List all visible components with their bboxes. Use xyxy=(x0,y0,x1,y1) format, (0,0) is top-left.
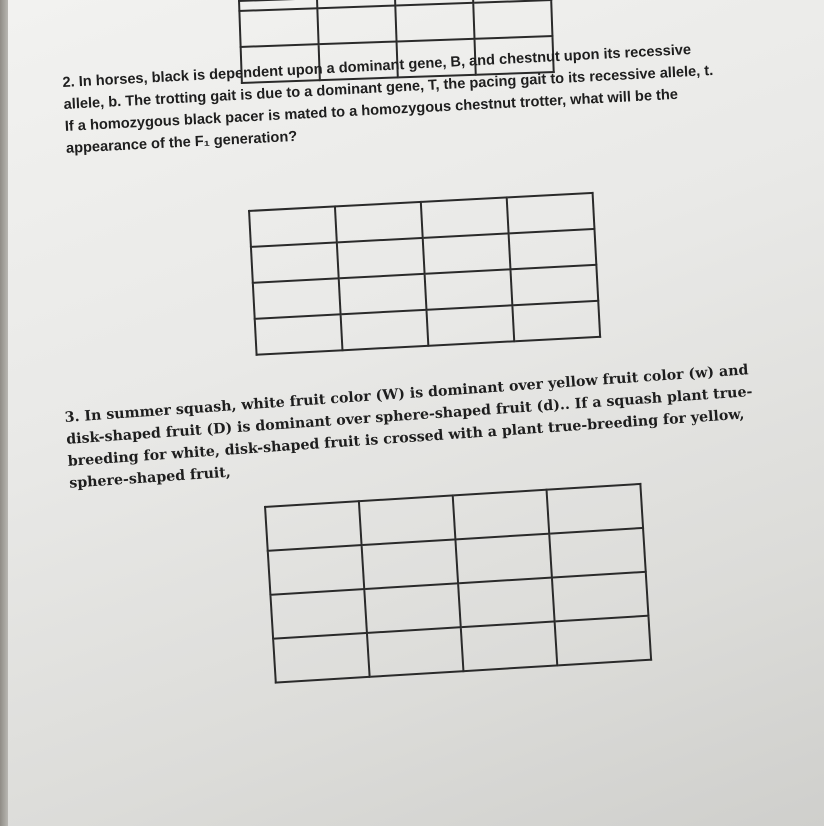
grid-cell xyxy=(270,589,367,639)
grid-cell xyxy=(339,274,427,314)
question-2-text: 2. In horses, black is dependent upon a dominant gene, B, and chestnut upon its recessive allele, b. The trotting gait is due to a dominant gene, T, the pacing gait to its recessive allele, t. If a homozygous black pacer is mated to a homozygous chestnut trotter, what will be the appearance of the F₁ generation? xyxy=(62,42,714,157)
punnett-square-3 xyxy=(264,483,652,684)
grid-cell xyxy=(359,495,456,545)
grid-cell xyxy=(253,278,341,318)
grid-cell xyxy=(473,0,552,39)
grid-cell xyxy=(239,8,318,47)
grid-cell xyxy=(251,242,339,282)
grid-cell xyxy=(512,301,600,341)
grid-cell xyxy=(265,501,362,551)
punnett-square-2 xyxy=(248,192,601,356)
grid-cell xyxy=(455,534,552,584)
grid-cell xyxy=(555,616,652,666)
grid-cell xyxy=(458,578,555,628)
grid-cell xyxy=(395,3,474,42)
grid-cell xyxy=(423,233,511,273)
grid-cell xyxy=(426,305,514,345)
grid-cell xyxy=(362,539,459,589)
grid-cell xyxy=(367,627,464,677)
question-3-text: 3. In summer squash, white fruit color (W) is dominant over yellow fruit color (w) and disk-shaped fruit (D) is dominant over sphere-shaped fruit (d).. If a squash plant true-breeding for white, disk-shaped fruit is crossed with a plant true-breeding for yellow, sphere-shaped fruit, xyxy=(64,362,753,492)
grid-cell xyxy=(453,490,550,540)
grid-cell xyxy=(255,314,343,354)
grid-cell xyxy=(509,229,597,269)
desk-edge xyxy=(0,0,8,826)
grid-cell xyxy=(507,193,595,233)
grid-cell xyxy=(461,621,558,671)
grid-cell xyxy=(268,545,365,595)
grid-cell xyxy=(547,484,644,534)
grid-cell xyxy=(341,310,429,350)
grid-cell xyxy=(249,206,337,246)
grid-cell xyxy=(425,269,513,309)
grid-cell xyxy=(317,6,396,45)
grid-cell xyxy=(549,528,646,578)
grid-cell xyxy=(364,583,461,633)
grid-cell xyxy=(337,238,425,278)
grid-cell xyxy=(552,572,649,622)
grid-cell xyxy=(335,202,423,242)
grid-cell xyxy=(273,633,370,683)
grid-cell xyxy=(421,197,509,237)
grid-cell xyxy=(510,265,598,305)
